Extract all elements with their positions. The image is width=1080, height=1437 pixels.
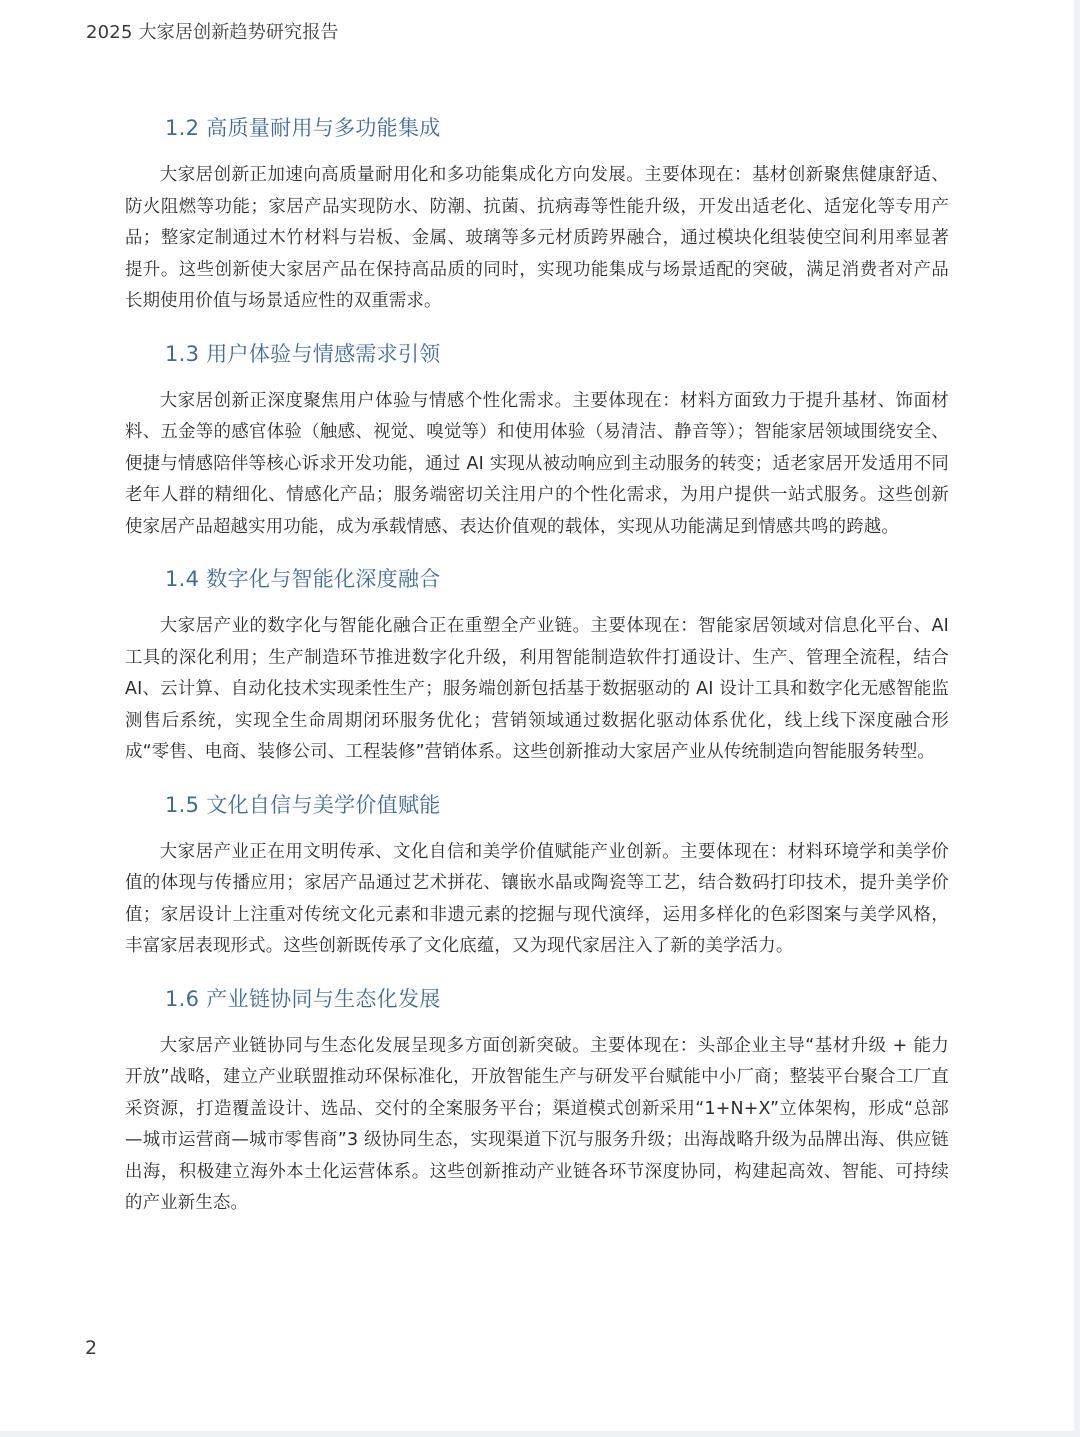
section-heading: 1.2 高质量耐用与多功能集成 [165, 116, 441, 140]
section-paragraph: 大家居创新正加速向高质量耐用化和多功能集成化方向发展。主要体现在：基材创新聚焦健康舒适、防火阻燃等功能；家居产品实现防水、防潮、抗菌、抗病毒等性能升级，开发出适老化、适宠化等专用产品；整家定制通过木竹材料与岩板、金属、玻璃等多元材质跨界融合，通过模块化组装使空间利用率显著提升。这些创新使大家居产品在保持高品质的同时，实现功能集成与场景适配的突破，满足消费者对产品长期使用价值与场景适应性的双重需求。 [125, 165, 949, 311]
section-paragraph: 大家居创新正深度聚焦用户体验与情感个性化需求。主要体现在：材料方面致力于提升基材、饰面材料、五金等的感官体验（触感、视觉、嗅觉等）和使用体验（易清洁、静音等）；智能家居领域围绕安全、便捷与情感陪伴等核心诉求开发功能，通过 AI 实现从被动响应到主动服务的转变；适老家居开发适用不同老年人群的精细化、情感化产品；服务端密切关注用户的个性化需求，为用户提供一站式服务。这些创新使家居产品超越实用功能，成为承载情感、表达价值观的载体，实现从功能满足到情感共鸣的跨越。 [125, 390, 949, 537]
section-heading: 1.6 产业链协同与生态化发展 [165, 986, 441, 1011]
section-heading: 1.3 用户体验与情感需求引领 [165, 341, 441, 366]
section-heading: 1.5 文化自信与美学价值赋能 [165, 792, 441, 817]
page-number: 2 [85, 1337, 98, 1359]
section-1-4 [125, 559, 949, 769]
section-1-6 [125, 979, 949, 1220]
section-paragraph: 大家居产业的数字化与智能化融合正在重塑全产业链。主要体现在：智能家居领域对信息化平台、AI 工具的深化利用；生产制造环节推进数字化升级，利用智能制造软件打通设计、生产、管理全流程，结合 AI、云计算、自动化技术实现柔性生产；服务端创新包括基于数据驱动的 AI 设计工具和数字化无感智能监测售后系统，实现全生命周期闭环服务优化；营销领域通过数据化驱动体系优化，线上线下深度融合形成“零售、电商、装修公司、工程装修”营销体系。这些创新推动大家居产业从传统制造向智能服务转型。 [125, 616, 949, 762]
running-header: 2025 大家居创新趋势研究报告 [86, 22, 339, 43]
section-1-2 [125, 108, 949, 318]
section-1-3 [125, 334, 949, 544]
section-paragraph: 大家居产业链协同与生态化发展呈现多方面创新突破。主要体现在：头部企业主导“基材升级 + 能力开放”战略，建立产业联盟推动环保标准化，开放智能生产与研发平台赋能中小厂商；整装平台聚合工厂直采资源，打造覆盖设计、选品、交付的全案服务平台；渠道模式创新采用“1+N+X”立体架构，形成“总部—城市运营商—城市零售商”3 级协同生态，实现渠道下沉与服务升级；出海战略升级为品牌出海、供应链出海，积极建立海外本土化运营体系。这些创新推动产业链各环节深度协同，构建起高效、智能、可持续的产业新生态。 [125, 1035, 949, 1213]
section-paragraph: 大家居产业正在用文明传承、文化自信和美学价值赋能产业创新。主要体现在：材料环境学和美学价值的体现与传播应用；家居产品通过艺术拼花、镶嵌水晶或陶瓷等工艺，结合数码打印技术，提升美学价值；家居设计上注重对传统文化元素和非遗元素的挖掘与现代演绎，运用多样化的色彩图案与美学风格，丰富家居表现形式。这些创新既传承了文化底蕴，又为现代家居注入了新的美学活力。 [125, 841, 949, 956]
page-content [125, 108, 949, 1236]
section-1-5 [125, 785, 949, 963]
section-heading: 1.4 数字化与智能化深度融合 [165, 567, 441, 591]
